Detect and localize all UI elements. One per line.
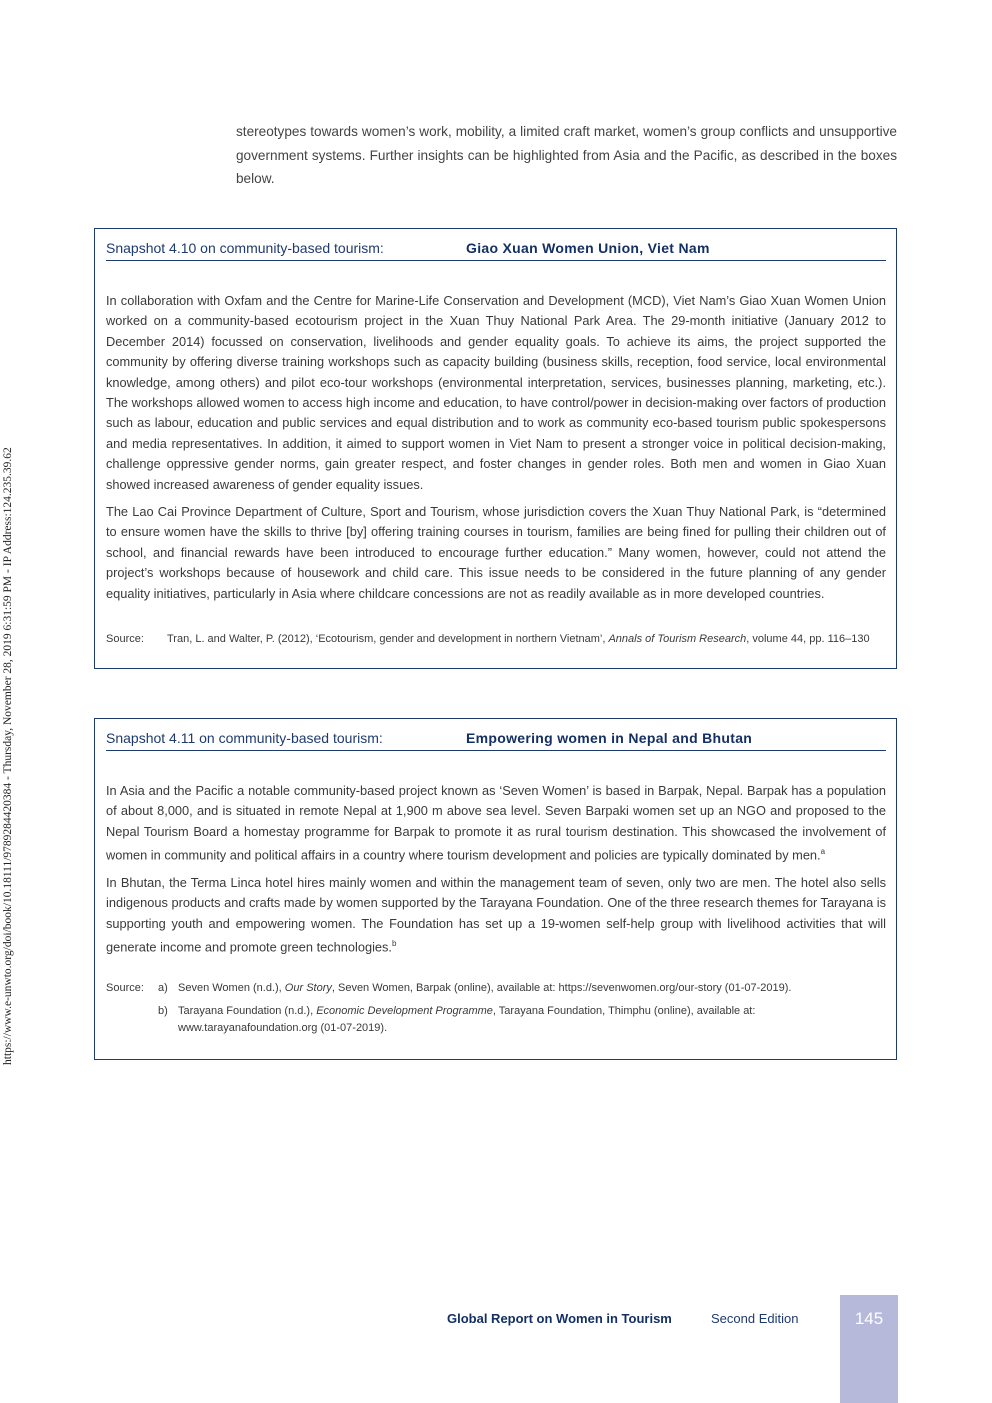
citation-text: , Tarayana Foundation, Thimphu (online), available at: www.tarayanafoundation.org (01-07-2019).	[178, 1004, 756, 1034]
source-note	[106, 631, 886, 648]
snapshot-body	[106, 291, 886, 604]
citation-text: Seven Women (n.d.),	[178, 981, 285, 994]
source-citation	[167, 631, 886, 648]
source-label: Source:	[106, 633, 144, 646]
source-item	[158, 980, 886, 997]
source-label: Source:	[106, 981, 144, 994]
source-item	[158, 1003, 886, 1037]
snapshot-box-4-10	[94, 228, 897, 669]
citation-text: Tran, L. and Walter, P. (2012), ‘Ecotourism, gender and development in northern Vietnam’,	[167, 633, 609, 646]
footer-report-title: Global Report on Women in Tourism	[447, 1311, 672, 1326]
snapshot-header	[106, 728, 886, 751]
snapshot-title: Giao Xuan Women Union, Viet Nam	[466, 240, 710, 256]
source-text	[178, 980, 886, 997]
page-number: 145	[854, 1309, 884, 1328]
intro-paragraph: stereotypes towards women’s work, mobility, a limited craft market, women’s group conflicts and unsupportive government systems. Further insights can be highlighted from Asia and the Pacific, as described in the boxes below.	[236, 124, 897, 186]
snapshot-title: Empowering women in Nepal and Bhutan	[466, 730, 753, 746]
footnote-marker: b	[392, 939, 397, 949]
source-mark: a)	[158, 981, 168, 994]
source-note	[106, 980, 886, 1043]
side-watermark-url: https://www.e-unwto.org/doi/book/10.18111/9789284420384 - Thursday, November 28, 2019 6:31:59 PM - IP Address:124.235.39.62	[2, 447, 14, 1065]
citation-text: , volume 44, pp. 116–130	[746, 633, 870, 646]
citation-title: Our Story	[284, 981, 332, 994]
page-number-tab	[840, 1295, 898, 1403]
snapshot-paragraph: The Lao Cai Province Department of Culture, Sport and Tourism, whose jurisdiction covers the Xuan Thuy National Park, is “determined to ensure women have the skills to thrive [by] offering training courses in tourism, families are being fined for pulling their children out of school, and financial rewards have been introduced to encourage further education.” Many women, however, could not attend the project’s workshops because of housework and child care. This issue needs to be considered in the future planning of any gender equality initiatives, particularly in Asia where childcare concessions are not as readily available as in more developed countries.	[106, 504, 886, 601]
snapshot-label: Snapshot 4.10 on community-based tourism:	[106, 240, 384, 256]
citation-text: , Seven Women, Barpak (online), available at: https://sevenwomen.org/our-story (01-07-2019).	[331, 981, 792, 994]
snapshot-body	[106, 781, 886, 958]
citation-journal: Annals of Tourism Research	[608, 633, 747, 646]
paragraph-text: In Asia and the Pacific a notable community-based project known as ‘Seven Women’ is based in Barpak, Nepal. Barpak has a population of about 8,000, and is situated in remote Nepal at 1,900 m above sea level. Seven Barpaki women set up an NGO and proposed to the Nepal Tourism Board a homestay programme for Barpak to promote it as rural tourism destination. This showcased the involvement of women in community and political affairs in a country where tourism development and policies are typically dominated by men.	[106, 783, 886, 863]
source-mark: b)	[158, 1004, 168, 1017]
snapshot-paragraph	[106, 781, 886, 866]
citation-title: Economic Development Programme	[316, 1004, 493, 1017]
source-text	[178, 1003, 886, 1037]
footer-edition: Second Edition	[711, 1311, 799, 1326]
snapshot-header	[106, 238, 886, 261]
paragraph-text: In Bhutan, the Terma Linca hotel hires mainly women and within the management team of seven, only two are men. The hotel also sells indigenous products and crafts made by women supported by the Tarayana Foundation. One of the three research themes for Tarayana is supporting youth and empowering women. The Foundation has set up a 19-women self-help group with livelihood activities that will generate income and promote green technologies.	[106, 874, 886, 955]
snapshot-paragraph	[106, 873, 886, 958]
snapshot-label: Snapshot 4.11 on community-based tourism:	[106, 730, 383, 746]
snapshot-box-4-11	[94, 718, 897, 1060]
footnote-marker: a	[820, 847, 826, 857]
snapshot-paragraph: In collaboration with Oxfam and the Centre for Marine-Life Conservation and Development (MCD), Viet Nam’s Giao Xuan Women Union worked on a community-based ecotourism project in the Xuan Thuy National Park Area. The 29-month initiative (January 2012 to December 2014) focussed on conservation, livelihoods and gender equality goals. To achieve its aims, the project supported the community by offering diverse training workshops such as capacity building (business skills, reception, food service, local environmental knowledge, among others) and pilot eco-tour workshops (environmental interpretation, services, businesses planning, marketing, etc.). The workshops allowed women to access high income and education, to have control/power in decision-making over factors of production such as labour, education and public services and equal distribution and to work as community eco-based tourism public spokespersons and media representatives. In addition, it aimed to support women in Viet Nam to present a stronger voice in political decision-making, challenge oppressive gender norms, gain greater respect, and foster changes in gender roles. Both men and women in Giao Xuan showed increased awareness of gender equality issues.	[106, 293, 886, 492]
citation-text: Tarayana Foundation (n.d.),	[178, 1004, 317, 1017]
source-list	[158, 980, 886, 1043]
